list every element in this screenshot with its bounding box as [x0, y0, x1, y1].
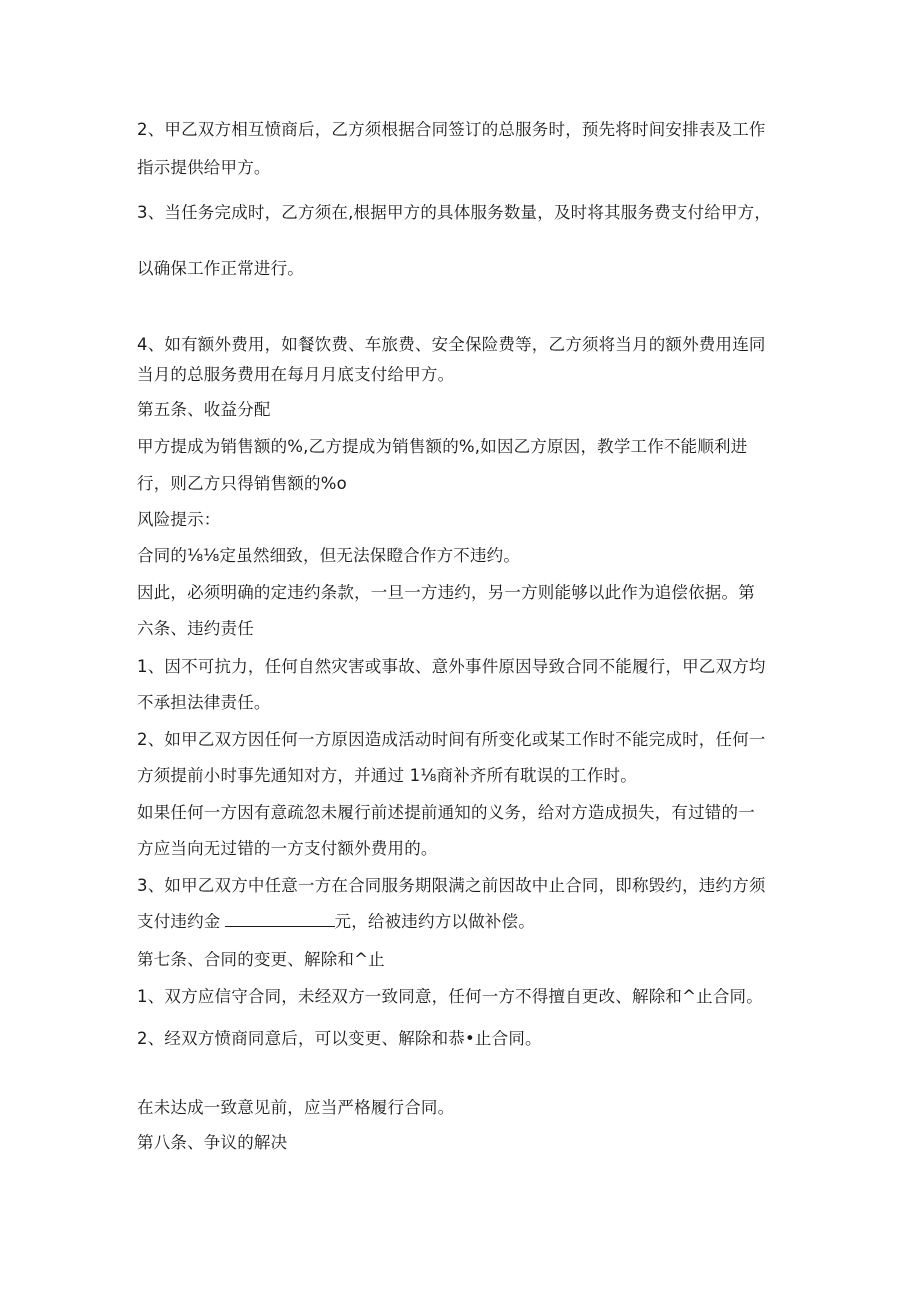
paragraph-line: 1、双方应信守合同，未经双方一致同意，任何一方不得擅自更改、解除和^止合同。	[137, 987, 763, 1006]
penalty-amount-blank	[225, 910, 335, 927]
section-heading: 第七条、合同的变更、解除和^止	[137, 950, 385, 969]
paragraph-line: 2、如甲乙双方因任何一方原因造成活动时间有所变化或某工作时不能完成时，任何一	[137, 730, 766, 749]
paragraph-line: 如果任何一方因有意疏忽未履行前述提前通知的义务，给对方造成损失，有过错的一	[137, 803, 755, 822]
paragraph-line: 方须提前小时事先通知对方，并通过 1⅛商补齐所有耽误的工作时。	[137, 766, 637, 785]
paragraph-line: 1、因不可抗力，任何自然灾害或事故、意外事件原因导致合同不能履行，甲乙双方均	[137, 657, 766, 676]
paragraph-line: 甲方提成为销售额的%,乙方提成为销售额的%,如因乙方原因，教学工作不能顺利进	[137, 437, 748, 456]
section-heading: 第八条、争议的解决	[137, 1133, 288, 1152]
paragraph-line: 2、甲乙双方相互愤商后，乙方须根据合同签订的总服务时，预先将时间安排表及工作	[137, 120, 766, 139]
paragraph-line: 4、如有额外费用，如餐饮费、车旅费、安全保险费等，乙方须将当月的额外费用连同	[137, 335, 766, 354]
paragraph-line: 3、如甲乙双方中任意一方在合同服务期限满之前因故中止合同，即称毁约，违约方须	[137, 876, 766, 895]
paragraph-line: 在未达成一致意见前，应当严格履行合同。	[137, 1098, 455, 1117]
penalty-line	[137, 910, 535, 934]
penalty-label: 支付违约金	[137, 912, 221, 931]
paragraph-line: 指示提供给甲方。	[137, 158, 271, 177]
paragraph-line: 不承担法律责任。	[137, 693, 271, 712]
paragraph-line: 以确保工作正常进行。	[137, 259, 304, 278]
penalty-suffix: 元，给被违约方以做补偿。	[334, 912, 535, 931]
risk-notice-label: 风险提示：	[137, 510, 221, 529]
paragraph-line: 3、当任务完成时，乙方须在,根据甲方的具体服务数量，及时将其服务费支付给甲方，	[137, 203, 772, 222]
paragraph-line: 2、经双方愤商同意后，可以变更、解除和恭•止合同。	[137, 1029, 542, 1048]
paragraph-line: 当月的总服务费用在每月月底支付给甲方。	[137, 365, 455, 384]
paragraph-line: 方应当向无过错的一方支付额外费用的。	[137, 839, 438, 858]
section-heading: 六条、违约责任	[137, 619, 254, 638]
section-heading: 第五条、收益分配	[137, 400, 271, 419]
paragraph-line: 合同的⅛⅛定虽然细致，但无法保瞪合作方不违约。	[137, 546, 521, 565]
paragraph-line: 行，则乙方只得销售额的%o	[137, 474, 347, 493]
paragraph-line: 因此，必须明确的定违约条款，一旦一方违约，另一方则能够以此作为追偿依据。第	[137, 583, 755, 602]
